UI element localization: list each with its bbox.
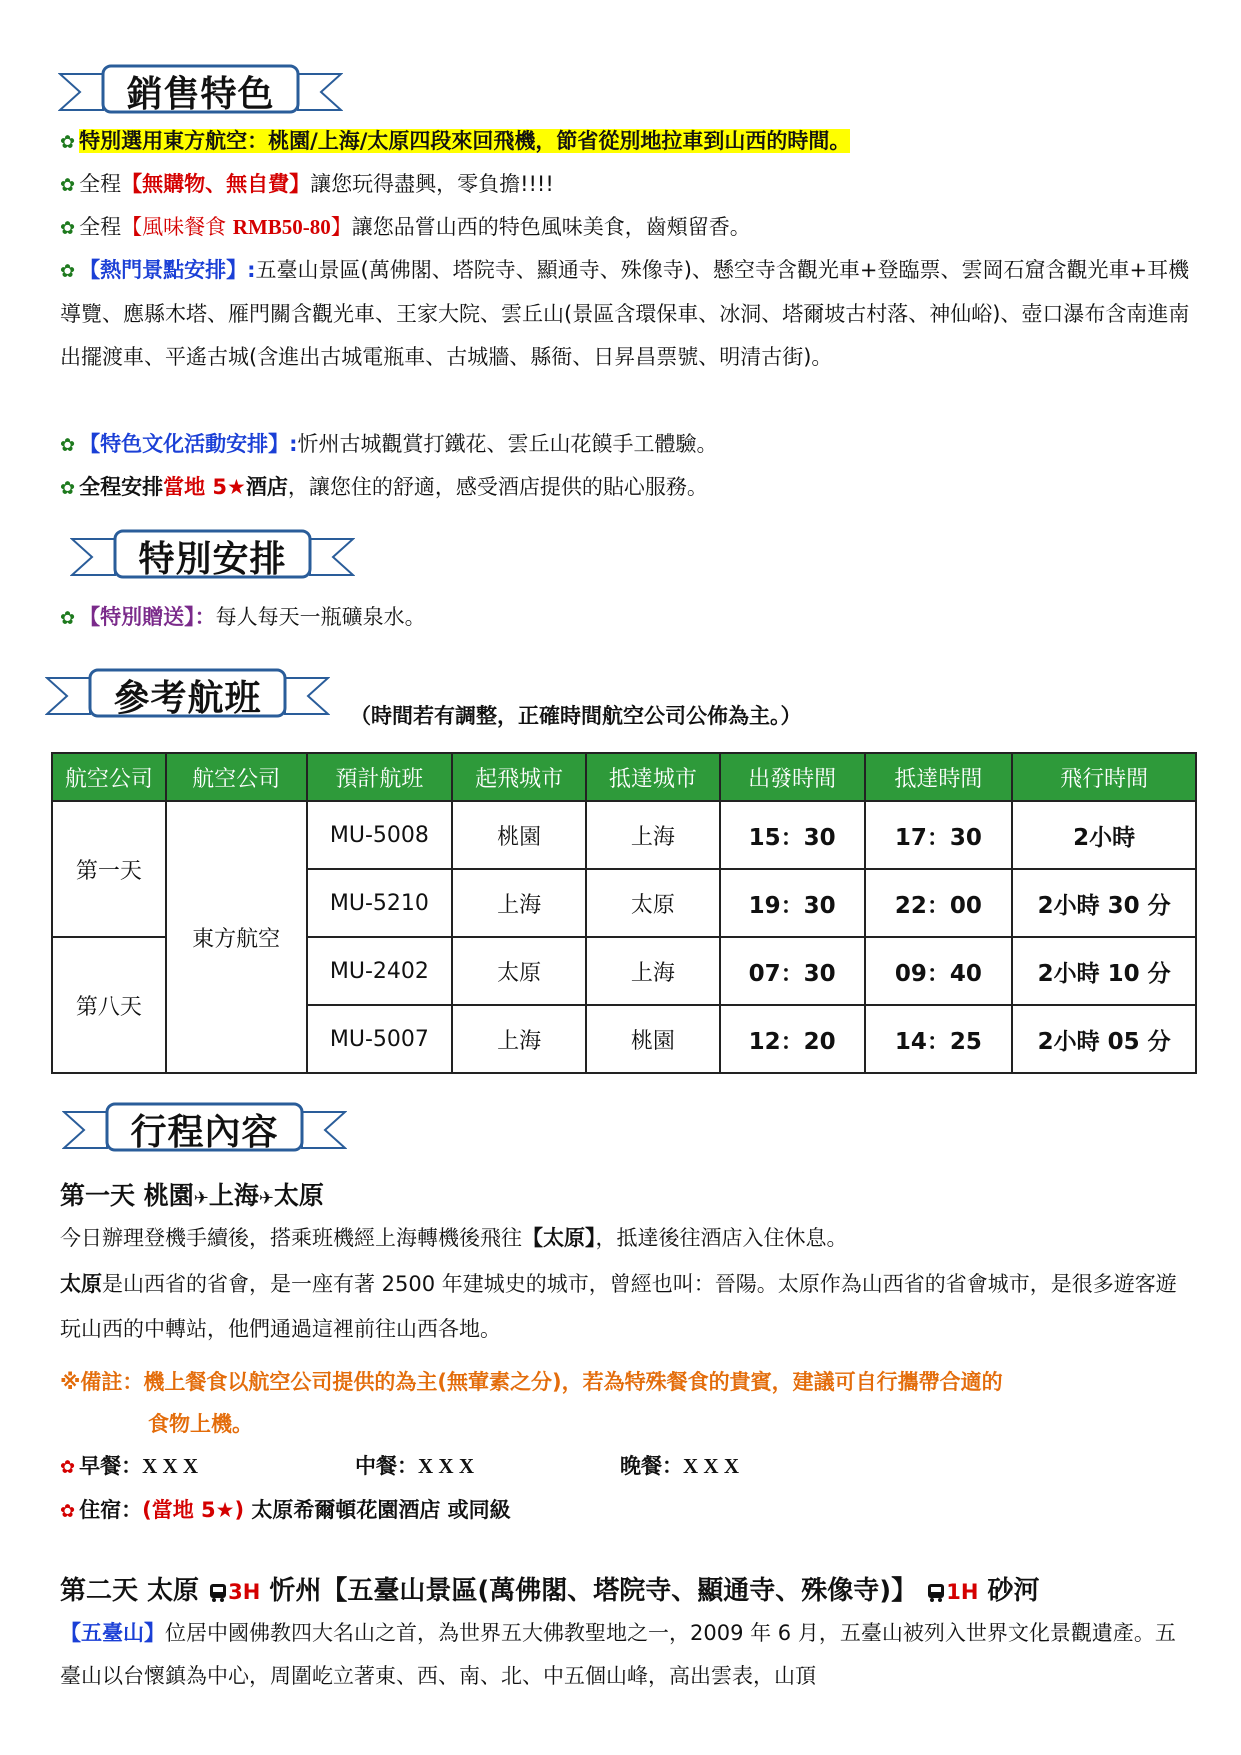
section-banner-special bbox=[70, 527, 355, 587]
day2-paragraph: 【五臺山】位居中國佛教四大名山之首，為世界五大佛教聖地之一，2009 年 6 月，五臺山被列入世界文化景觀遺產。五臺山以台懷鎮為中心，周圍屹立著東、西、南、北、中五個山峰，高出雲表，山頂 bbox=[60, 1621, 1176, 1688]
table-row: 第八天 MU-2402 太原 上海 07：30 09：40 2小時 10 分 bbox=[52, 937, 1196, 1005]
flower-icon: ✿ bbox=[60, 175, 76, 196]
section-banner-itinerary bbox=[62, 1100, 347, 1160]
special-gift-line: ✿ 【特別贈送】：每人每天一瓶礦泉水。 bbox=[60, 605, 426, 629]
flights-table bbox=[51, 752, 1197, 1074]
day1-paragraph-2: 太原是山西省的省會，是一座有著 2500 年建城史的城市，曾經也叫：晉陽。太原作為山西省的省會城市，是很多遊客遊玩山西的中轉站，他們通過這裡前往山西各地。 bbox=[60, 1272, 1177, 1341]
flower-icon: ✿ bbox=[60, 478, 76, 499]
day1-paragraph-1: 今日辦理登機手續後，搭乘班機經上海轉機後飛往【太原】，抵達後往酒店入住休息。 bbox=[60, 1226, 848, 1250]
sales-line-6: ✿ 全程安排當地 5★酒店，讓您住的舒適，感受酒店提供的貼心服務。 bbox=[60, 475, 708, 499]
column-header: 航空公司 bbox=[166, 753, 307, 801]
table-header-row bbox=[52, 753, 1196, 801]
day1-note: ※備註：機上餐食以航空公司提供的為主(無葷素之分)，若為特殊餐食的貴賓，建議可自行攜帶合適的 bbox=[60, 1370, 1003, 1394]
column-header: 出發時間 bbox=[720, 753, 865, 801]
sales-line-3: ✿ 全程【風味餐食 RMB50-80】讓您品嘗山西的特色風味美食，齒頰留香。 bbox=[60, 215, 751, 239]
day-cell: 第八天 bbox=[52, 937, 166, 1073]
column-header: 航空公司 bbox=[52, 753, 166, 801]
flower-icon: ✿ bbox=[60, 218, 76, 239]
column-header: 飛行時間 bbox=[1012, 753, 1196, 801]
column-header: 起飛城市 bbox=[452, 753, 586, 801]
table-row: 第一天 東方航空 MU-5008 桃園 上海 15：30 17：30 2小時 bbox=[52, 801, 1196, 869]
day-cell: 第一天 bbox=[52, 801, 166, 937]
banner-title: 特別安排 bbox=[138, 539, 287, 580]
sales-line-1: ✿ 特別選用東方航空：桃園/上海/太原四段來回飛機，節省從別地拉車到山西的時間。 bbox=[60, 129, 851, 153]
flights-note: （時間若有調整，正確時間航空公司公佈為主。） bbox=[350, 704, 802, 728]
flower-icon: ✿ bbox=[60, 608, 76, 629]
flower-icon: ✿ bbox=[60, 1457, 76, 1478]
column-header: 抵達城市 bbox=[586, 753, 720, 801]
section-banner-sales bbox=[58, 62, 343, 122]
column-header: 預計航班 bbox=[307, 753, 453, 801]
flower-icon: ✿ bbox=[60, 132, 76, 153]
plane-icon: ✈ bbox=[258, 1188, 274, 1209]
banner-title: 銷售特色 bbox=[126, 74, 275, 115]
bus-icon bbox=[208, 1582, 228, 1602]
section-banner-flights bbox=[45, 666, 330, 726]
day1-meals: ✿ 早餐：X X X 中餐：X X X 晚餐：X X X bbox=[60, 1454, 739, 1478]
table-row: MU-5210 上海 太原 19：30 22：00 2小時 30 分 bbox=[52, 869, 1196, 937]
sales-line-5: ✿ 【特色文化活動安排】:忻州古城觀賞打鐵花、雲丘山花饃手工體驗。 bbox=[60, 432, 718, 456]
plane-icon: ✈ bbox=[193, 1188, 209, 1209]
flower-icon: ✿ bbox=[60, 261, 76, 282]
sales-line-2: ✿ 全程【無購物、無自費】讓您玩得盡興，零負擔!!!! bbox=[60, 172, 554, 196]
day1-title: 第一天 桃園✈上海✈太原 bbox=[60, 1181, 324, 1210]
bus-icon bbox=[926, 1582, 946, 1602]
table-row: MU-5007 上海 桃園 12：20 14：25 2小時 05 分 bbox=[52, 1005, 1196, 1073]
flower-icon: ✿ bbox=[60, 1501, 76, 1522]
day2-title: 第二天 太原 3H 忻州【五臺山景區(萬佛閣、塔院寺、顯通寺、殊像寺)】 1H 砂河 bbox=[60, 1576, 1040, 1606]
flower-icon: ✿ bbox=[60, 435, 76, 456]
day1-note-cont: 食物上機。 bbox=[148, 1412, 253, 1436]
column-header: 抵達時間 bbox=[865, 753, 1013, 801]
banner-title: 參考航班 bbox=[113, 678, 262, 719]
airline-cell: 東方航空 bbox=[166, 801, 307, 1073]
sales-line-4: ✿ 【熱門景點安排】:五臺山景區(萬佛閣、塔院寺、顯通寺、殊像寺)、懸空寺含觀光車+登臨票、雲岡石窟含觀光車+耳機導覽、應縣木塔、雁門關含觀光車、王家大院、雲丘山(景區含環保車、冰洞、塔爾坡古村落、神仙峪)、壺口瀑布含南進南出擺渡車、平遙古城(含進出古城電瓶車、古城牆、縣衙、日昇昌票號、明清古街)。 bbox=[60, 258, 1190, 369]
day1-hotel: ✿ 住宿：(當地 5★) 太原希爾頓花園酒店 或同級 bbox=[60, 1498, 511, 1522]
banner-title: 行程內容 bbox=[130, 1112, 279, 1153]
